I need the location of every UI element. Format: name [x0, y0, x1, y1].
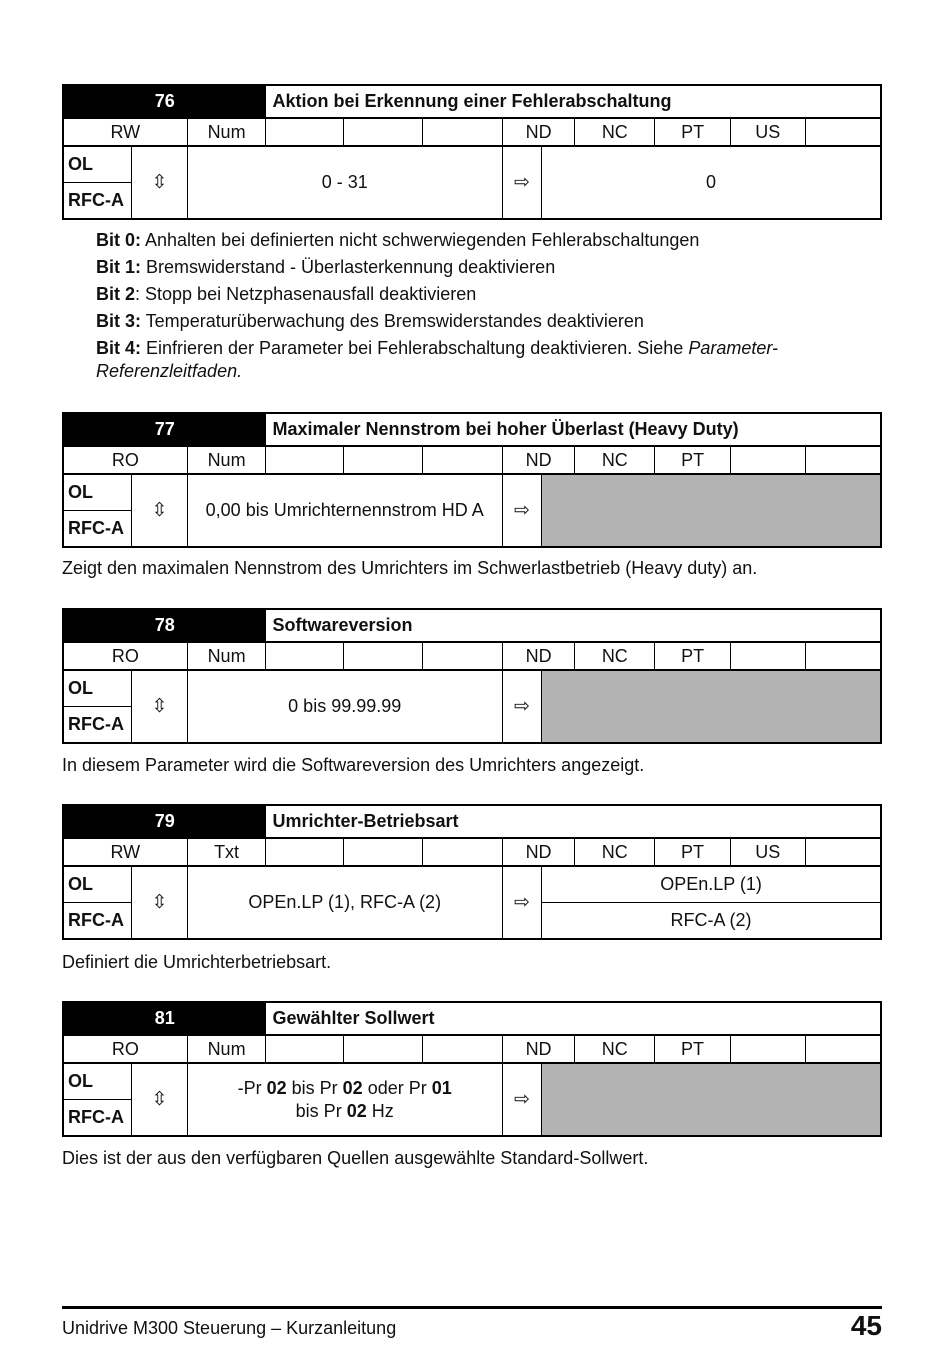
- default-value-rfc-a: RFC-A (2): [542, 903, 881, 940]
- default-icon: ⇨: [502, 1063, 541, 1136]
- default-value-empty: [542, 474, 881, 547]
- param-79-table: [62, 804, 882, 940]
- empty-cell: [266, 1035, 344, 1063]
- empty-cell: [344, 446, 423, 474]
- empty-cell: [344, 642, 423, 670]
- access-cell: RW: [63, 118, 187, 146]
- mode-ol: OL: [63, 866, 132, 903]
- empty-cell: [422, 118, 502, 146]
- range-icon: ⇳: [132, 670, 188, 743]
- empty-cell: [805, 838, 881, 866]
- mode-ol: OL: [63, 670, 132, 707]
- empty-cell: [266, 642, 344, 670]
- mode-rfc-a: RFC-A: [63, 707, 132, 744]
- mode-rfc-a: RFC-A: [63, 183, 132, 220]
- reference-link: Parameter-Referenzleitfaden: [96, 338, 779, 381]
- default-value: 0: [542, 146, 881, 219]
- bit-line: Bit 0: Anhalten bei definierten nicht schwerwiegenden Fehlerabschaltungen: [96, 230, 700, 250]
- default-value-empty: [542, 1063, 881, 1136]
- bit-descriptions: [96, 229, 836, 387]
- mode-ol: OL: [63, 1063, 132, 1100]
- bit-line: Bit 4: Einfrieren der Parameter bei Fehlerabschaltung deaktivieren. Siehe Parameter-Referenzleitfaden.: [96, 338, 779, 381]
- flag-pt: PT: [655, 642, 731, 670]
- empty-cell: [730, 446, 805, 474]
- empty-cell: [730, 1035, 805, 1063]
- flag-nc: NC: [575, 838, 655, 866]
- default-value-empty: [542, 670, 881, 743]
- param-77-table: [62, 412, 882, 548]
- param-81-table: [62, 1001, 882, 1137]
- range-value: 0 bis 99.99.99: [187, 670, 502, 743]
- param-number: 78: [63, 609, 266, 642]
- bit-line: Bit 1: Bremswiderstand - Überlasterkennung deaktivieren: [96, 257, 556, 277]
- range-icon: ⇳: [132, 474, 188, 547]
- flag-nc: NC: [575, 446, 655, 474]
- empty-cell: [805, 1035, 881, 1063]
- access-cell: RO: [63, 1035, 187, 1063]
- param-81-description: Dies ist der aus den verfügbaren Quellen ausgewählte Standard-Sollwert.: [62, 1148, 649, 1168]
- empty-cell: [344, 118, 423, 146]
- empty-cell: [266, 446, 344, 474]
- flag-nc: NC: [575, 118, 655, 146]
- default-icon: ⇨: [502, 146, 541, 219]
- mode-ol: OL: [63, 474, 132, 511]
- default-icon: ⇨: [502, 670, 541, 743]
- flag-us: US: [730, 118, 805, 146]
- flag-nd: ND: [502, 118, 575, 146]
- empty-cell: [344, 1035, 423, 1063]
- footer-rule: [62, 1306, 882, 1309]
- mode-rfc-a: RFC-A: [63, 1100, 132, 1137]
- mode-ol: OL: [63, 146, 132, 183]
- range-icon: ⇳: [132, 866, 188, 939]
- empty-cell: [805, 118, 881, 146]
- param-number: 77: [63, 413, 266, 446]
- default-icon: ⇨: [502, 866, 541, 939]
- param-title: Umrichter-Betriebsart: [266, 805, 881, 838]
- default-icon: ⇨: [502, 474, 541, 547]
- footer-title: Unidrive M300 Steuerung – Kurzanleitung: [62, 1318, 397, 1338]
- flag-pt: PT: [655, 1035, 731, 1063]
- bit-line: Bit 3: Temperaturüberwachung des Bremswiderstandes deaktivieren: [96, 311, 644, 331]
- flag-nd: ND: [502, 642, 575, 670]
- access-cell: RO: [63, 642, 187, 670]
- param-76-table: [62, 84, 882, 220]
- type-cell: Num: [187, 446, 266, 474]
- range-value: 0 - 31: [187, 146, 502, 219]
- empty-cell: [344, 838, 423, 866]
- flag-nd: ND: [502, 1035, 575, 1063]
- param-78-table: [62, 608, 882, 744]
- access-cell: RW: [63, 838, 187, 866]
- flag-nd: ND: [502, 838, 575, 866]
- range-value: -Pr 02 bis Pr 02 oder Pr 01 bis Pr 02 Hz: [187, 1063, 502, 1136]
- flag-nc: NC: [575, 642, 655, 670]
- empty-cell: [422, 1035, 502, 1063]
- mode-rfc-a: RFC-A: [63, 903, 132, 940]
- param-79-description: Definiert die Umrichterbetriebsart.: [62, 952, 332, 972]
- empty-cell: [805, 642, 881, 670]
- empty-cell: [422, 446, 502, 474]
- access-cell: RO: [63, 446, 187, 474]
- param-77-description: Zeigt den maximalen Nennstrom des Umrichters im Schwerlastbetrieb (Heavy duty) an.: [62, 558, 758, 578]
- bit-line: Bit 2: Stopp bei Netzphasenausfall deaktivieren: [96, 284, 477, 304]
- flag-nd: ND: [502, 446, 575, 474]
- mode-rfc-a: RFC-A: [63, 511, 132, 548]
- type-cell: Txt: [187, 838, 266, 866]
- param-number: 79: [63, 805, 266, 838]
- range-value: OPEn.LP (1), RFC-A (2): [187, 866, 502, 939]
- empty-cell: [422, 642, 502, 670]
- range-icon: ⇳: [132, 1063, 188, 1136]
- type-cell: Num: [187, 1035, 266, 1063]
- type-cell: Num: [187, 642, 266, 670]
- page-number: 45: [850, 1310, 882, 1341]
- empty-cell: [266, 838, 344, 866]
- param-number: 81: [63, 1002, 266, 1035]
- empty-cell: [805, 446, 881, 474]
- param-title: Gewählter Sollwert: [266, 1002, 881, 1035]
- empty-cell: [422, 838, 502, 866]
- flag-nc: NC: [575, 1035, 655, 1063]
- flag-pt: PT: [655, 446, 731, 474]
- param-number: 76: [63, 85, 266, 118]
- flag-us: US: [730, 838, 805, 866]
- range-icon: ⇳: [132, 146, 188, 219]
- flag-pt: PT: [655, 118, 731, 146]
- range-value: 0,00 bis Umrichternennstrom HD A: [187, 474, 502, 547]
- param-78-description: In diesem Parameter wird die Softwareversion des Umrichters angezeigt.: [62, 755, 645, 775]
- param-title: Aktion bei Erkennung einer Fehlerabschaltung: [266, 85, 881, 118]
- param-title: Softwareversion: [266, 609, 881, 642]
- default-value-ol: OPEn.LP (1): [542, 866, 881, 903]
- type-cell: Num: [187, 118, 266, 146]
- flag-pt: PT: [655, 838, 731, 866]
- param-title: Maximaler Nennstrom bei hoher Überlast (Heavy Duty): [266, 413, 881, 446]
- empty-cell: [266, 118, 344, 146]
- empty-cell: [730, 642, 805, 670]
